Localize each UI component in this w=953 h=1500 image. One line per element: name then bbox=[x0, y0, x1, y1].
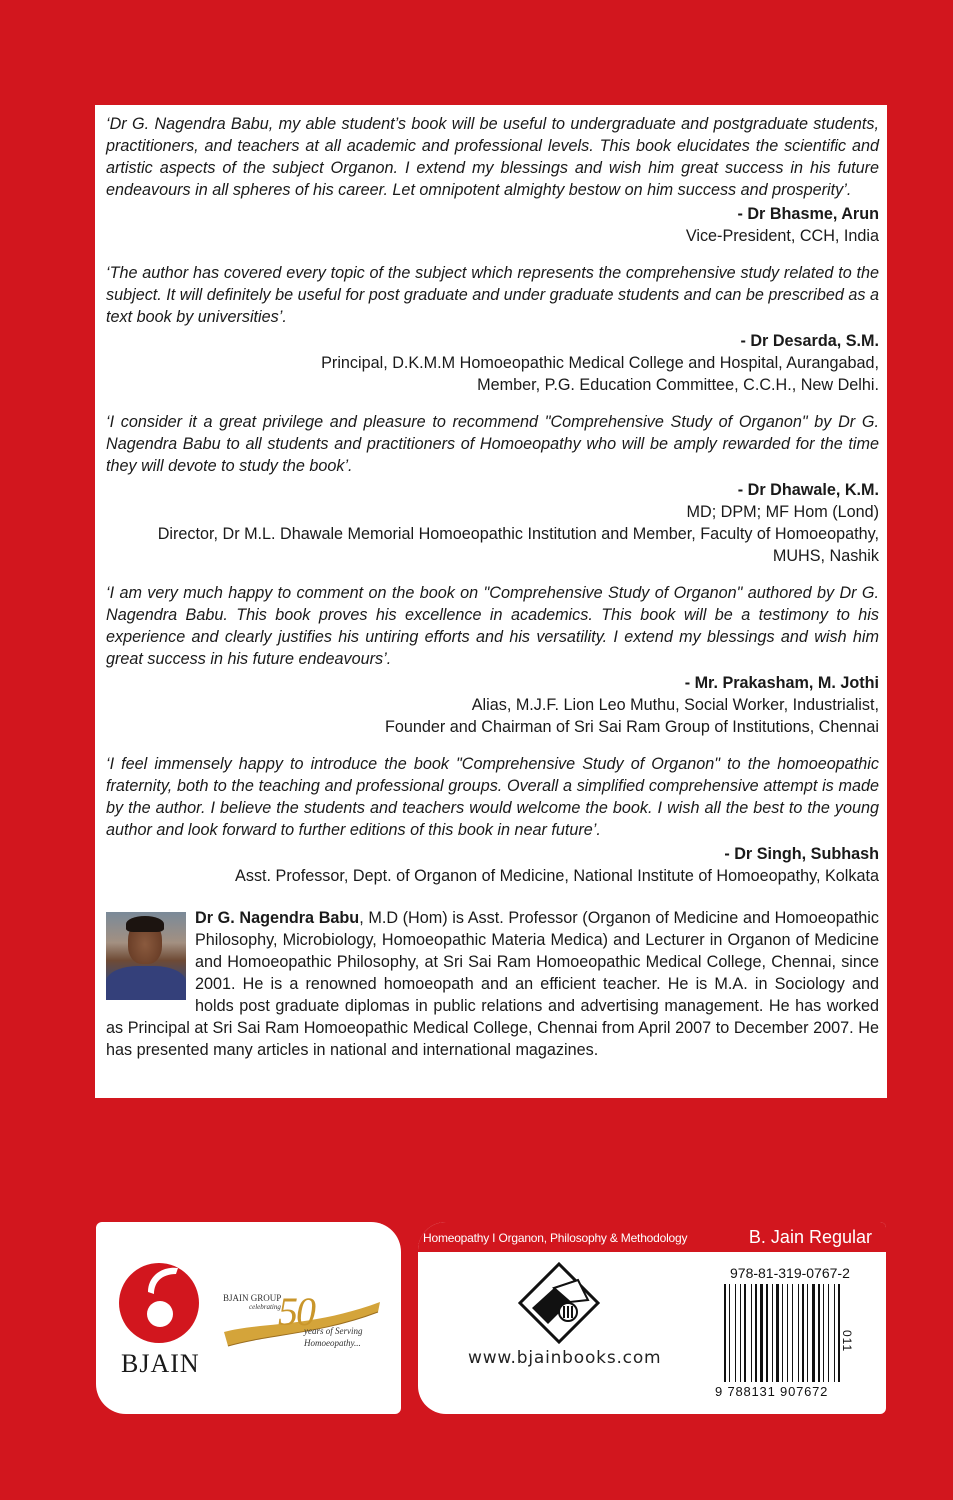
testimonial-author-title: Principal, D.K.M.M Homoeopathic Medical College and Hospital, Aurangabad, bbox=[321, 354, 879, 372]
anniversary-number: 50 bbox=[278, 1289, 314, 1334]
testimonial-attribution bbox=[106, 203, 879, 247]
testimonial-author-title: Asst. Professor, Dept. of Organon of Medicine, National Institute of Homoeopathy, Kolkata bbox=[235, 867, 879, 885]
publisher-logo-box bbox=[96, 1222, 401, 1414]
anniversary-line1: years of Serving bbox=[304, 1326, 363, 1336]
testimonial-quote: ‘I am very much happy to comment on the book on "Comprehensive Study of Organon" authored by Dr G. Nagendra Babu. This book proves his excellence in academics. This book will be a testimony to his experience and clearly justifies his untiring efforts and his versatility. I extend my blessings and wish him great success in his future endeavours’. bbox=[106, 584, 879, 668]
open-book-icon bbox=[518, 1262, 600, 1344]
testimonial-author-title: Founder and Chairman of Sri Sai Ram Group of Institutions, Chennai bbox=[385, 718, 879, 736]
author-name: Dr G. Nagendra Babu bbox=[195, 909, 360, 927]
price-code: 011 bbox=[840, 1330, 854, 1353]
anniversary-celebrating: celebrating bbox=[249, 1303, 281, 1311]
barcode-icon bbox=[724, 1284, 856, 1382]
testimonial-quote: ‘The author has covered every topic of the subject which represents the comprehensive study related to the subject. It will definitely be useful for post graduate and under graduate students and can be prescribed as a text book by universities’. bbox=[106, 264, 879, 326]
info-header bbox=[418, 1222, 886, 1252]
bjain-wordmark: BJAIN bbox=[121, 1349, 200, 1378]
book-category: Homeopathy I Organon, Philosophy & Methodology bbox=[423, 1231, 688, 1245]
testimonial-author-title: Vice-President, CCH, India bbox=[685, 227, 879, 245]
author-bio-text: , M.D (Hom) is Asst. Professor (Organon of Medicine and Homoeopathic Philosophy, Microbiology, Homoeopathic Materia Medica) and Lecturer in Organon of Medicine and Homoeopathic Philosophy, at Sri Sai Ram Homoeopathic Medical College, Chennai, since 2001. He is a renowned homoeopath and an efficient teacher. He is M.A. in Sociology and holds post graduate diplomas in public relations and advertising management. He has worked as Principal at Sri Sai Ram Homoeopathic Medical College, Chennai from April 2007 to December 2007. He has presented many articles in national and international magazines. bbox=[106, 909, 879, 1059]
anniversary-line2: Homoeopathy... bbox=[304, 1338, 361, 1348]
testimonial-author-title: MUHS, Nashik bbox=[772, 547, 879, 565]
book-info-box bbox=[418, 1222, 886, 1414]
testimonial-attribution bbox=[106, 672, 879, 738]
endorsements-panel bbox=[95, 105, 887, 1098]
testimonial-author-title: Member, P.G. Education Committee, C.C.H., New Delhi. bbox=[477, 376, 879, 394]
testimonial-attribution bbox=[106, 843, 879, 887]
testimonial-attribution bbox=[106, 330, 879, 396]
testimonial-author-title: MD; DPM; MF Hom (Lond) bbox=[686, 503, 879, 521]
bjain-logo-icon bbox=[118, 1262, 200, 1344]
testimonial-quote: ‘I consider it a great privilege and pleasure to recommend "Comprehensive Study of Organon" by Dr G. Nagendra Babu to all students and practitioners of Homoeopathy who will be amply rewarded for the time they will devote to study the book’. bbox=[106, 413, 879, 475]
testimonials-list bbox=[106, 113, 879, 887]
ean-digits: 9 788131 907672 bbox=[715, 1384, 829, 1399]
publisher-website: www.bjainbooks.com bbox=[468, 1348, 662, 1368]
anniversary-group: BJAIN GROUP bbox=[223, 1293, 282, 1303]
testimonial-attribution bbox=[106, 479, 879, 567]
author-bio bbox=[106, 907, 879, 1061]
testimonial-author-name: - Dr Desarda, S.M. bbox=[740, 332, 879, 350]
testimonial-author-name: - Dr Singh, Subhash bbox=[724, 845, 879, 863]
testimonial-author-name: - Dr Dhawale, K.M. bbox=[737, 481, 879, 499]
isbn-label: 978-81-319-0767-2 bbox=[730, 1265, 850, 1281]
testimonial-author-name: - Dr Bhasme, Arun bbox=[737, 205, 879, 223]
testimonial-author-name: - Mr. Prakasham, M. Jothi bbox=[684, 674, 879, 692]
testimonial-quote: ‘Dr G. Nagendra Babu, my able student’s book will be useful to undergraduate and postgraduate students, practitioners, and teachers at all academic and professional levels. This book elucidates the scientific and artistic aspects of the subject Organon. I extend my blessings and wish him great success in his future endeavours in all spheres of his career. Let omnipotent almighty bestow on him success and prosperity’. bbox=[106, 115, 879, 199]
testimonial-author-title: Alias, M.J.F. Lion Leo Muthu, Social Worker, Industrialist, bbox=[471, 696, 879, 714]
author-photo bbox=[106, 912, 186, 1000]
book-series: B. Jain Regular bbox=[748, 1227, 872, 1247]
testimonial-quote: ‘I feel immensely happy to introduce the book "Comprehensive Study of Organon" to the homoeopathic fraternity, both to the teaching and professional groups. Overall a simplified comprehensive attempt is made by the author. I believe the students and teachers would welcome the book. I wish all the best to the young author and look forward to further editions of this book in near future’. bbox=[106, 755, 879, 839]
testimonial-author-title: Director, Dr M.L. Dhawale Memorial Homoeopathic Institution and Member, Faculty of Homoeopathy, bbox=[157, 525, 879, 543]
